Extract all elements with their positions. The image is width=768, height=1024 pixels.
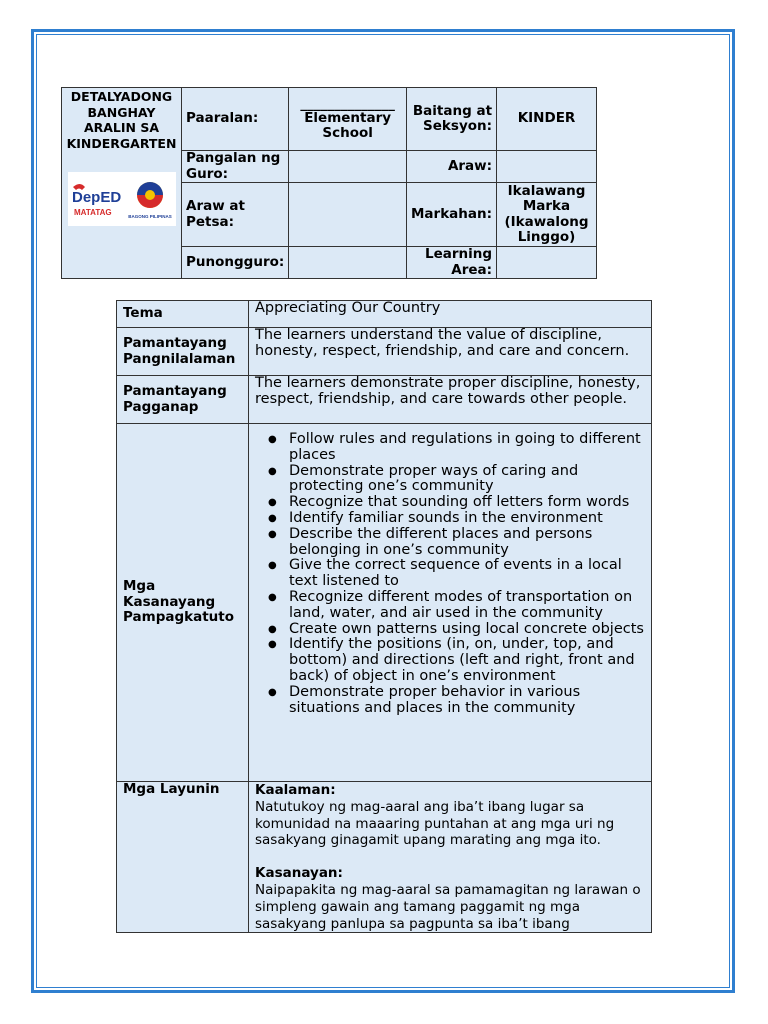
list-item: ● Identify the positions (in, on, under, top, and bottom) and directions (left and right, front and back) of object in one’s environment — [289, 637, 645, 684]
tema-label: Tema — [117, 301, 249, 328]
kaalaman-text: Natutukoy ng mag-aaral ang iba’t ibang lugar sa komunidad na maaaring puntahan at ang mga uri ng sasakyang ginagamit upang marating ang mga ito. — [255, 798, 615, 849]
kasanayan-label: Mga Kasanayang Pampagkatuto — [117, 424, 249, 782]
layunin-label: Mga Layunin — [117, 782, 249, 933]
petsa-label: Araw at Petsa: — [182, 183, 289, 247]
deped-matatag-logo — [70, 179, 122, 219]
list-item: ● Recognize that sounding off letters form words — [289, 495, 645, 511]
baitang-value: KINDER — [497, 88, 597, 151]
list-item: ● Create own patterns using local concrete objects — [289, 622, 645, 638]
bagong-pilipinas-logo — [127, 176, 173, 222]
paaralan-value — [289, 88, 407, 151]
markahan-value: Ikalawang Marka (Ikawalong Linggo) — [497, 183, 597, 247]
document-title: DETALYADONG BANGHAY ARALIN SA KINDERGARTEN — [66, 89, 177, 151]
list-item: ● Describe the different places and persons belonging in one’s community — [289, 527, 645, 559]
header-table — [61, 87, 597, 279]
kasanayan-text: Naipapakita ng mag-aaral sa pamamagitan ng larawan o simpleng gawain ang tamang paggamit ng mga sasakyang panlupa sa pagpunta sa iba’t ibang — [255, 881, 641, 932]
petsa-value — [289, 183, 407, 247]
title-cell — [62, 88, 182, 279]
list-item: ● Recognize different modes of transportation on land, water, and air used in the community — [289, 590, 645, 622]
list-item: ● Demonstrate proper ways of caring and protecting one’s community — [289, 464, 645, 496]
lesson-table — [116, 300, 652, 933]
guro-label: Pangalan ng Guro: — [182, 151, 289, 183]
pagganap-value: The learners demonstrate proper discipline, honesty, respect, friendship, and care towards other people. — [249, 376, 652, 424]
araw-value — [497, 151, 597, 183]
punongguro-value — [289, 247, 407, 279]
markahan-label: Markahan: — [407, 183, 497, 247]
baitang-label: Baitang at Seksyon: — [407, 88, 497, 151]
paaralan-label: Paaralan: — [182, 88, 289, 151]
list-item: ● Identify familiar sounds in the environment — [289, 511, 645, 527]
list-item: ● Give the correct sequence of events in a local text listened to — [289, 558, 645, 590]
bagong-pilipinas-text: BAGONG PILIPINAS — [128, 214, 172, 219]
layunin-value — [249, 782, 652, 933]
deped-text: DepED — [72, 189, 122, 206]
list-item: ● Demonstrate proper behavior in various situations and places in the community — [289, 685, 645, 717]
paaralan-school: Elementary School — [304, 109, 392, 141]
araw-label: Araw: — [407, 151, 497, 183]
kasanayan-list — [255, 432, 645, 716]
kasanayan-heading: Kasanayan: — [255, 865, 343, 882]
guro-value — [289, 151, 407, 183]
learning-area-value — [497, 247, 597, 279]
list-item: ● Follow rules and regulations in going to different places — [289, 432, 645, 464]
paaralan-blank: ______________ — [300, 95, 395, 112]
kaalaman-heading: Kaalaman: — [255, 782, 336, 798]
matatag-text: MATATAG — [74, 208, 112, 217]
punongguro-label: Punongguro: — [182, 247, 289, 279]
pangnilalaman-value: The learners understand the value of discipline, honesty, respect, friendship, and care and concern. — [249, 328, 652, 376]
logos-image — [68, 172, 176, 226]
pagganap-label: Pamantayang Pagganap — [117, 376, 249, 424]
logo-row — [64, 171, 179, 227]
learning-area-label: Learning Area: — [407, 247, 497, 279]
tema-value: Appreciating Our Country — [249, 301, 652, 328]
pangnilalaman-label: Pamantayang Pangnilalaman — [117, 328, 249, 376]
